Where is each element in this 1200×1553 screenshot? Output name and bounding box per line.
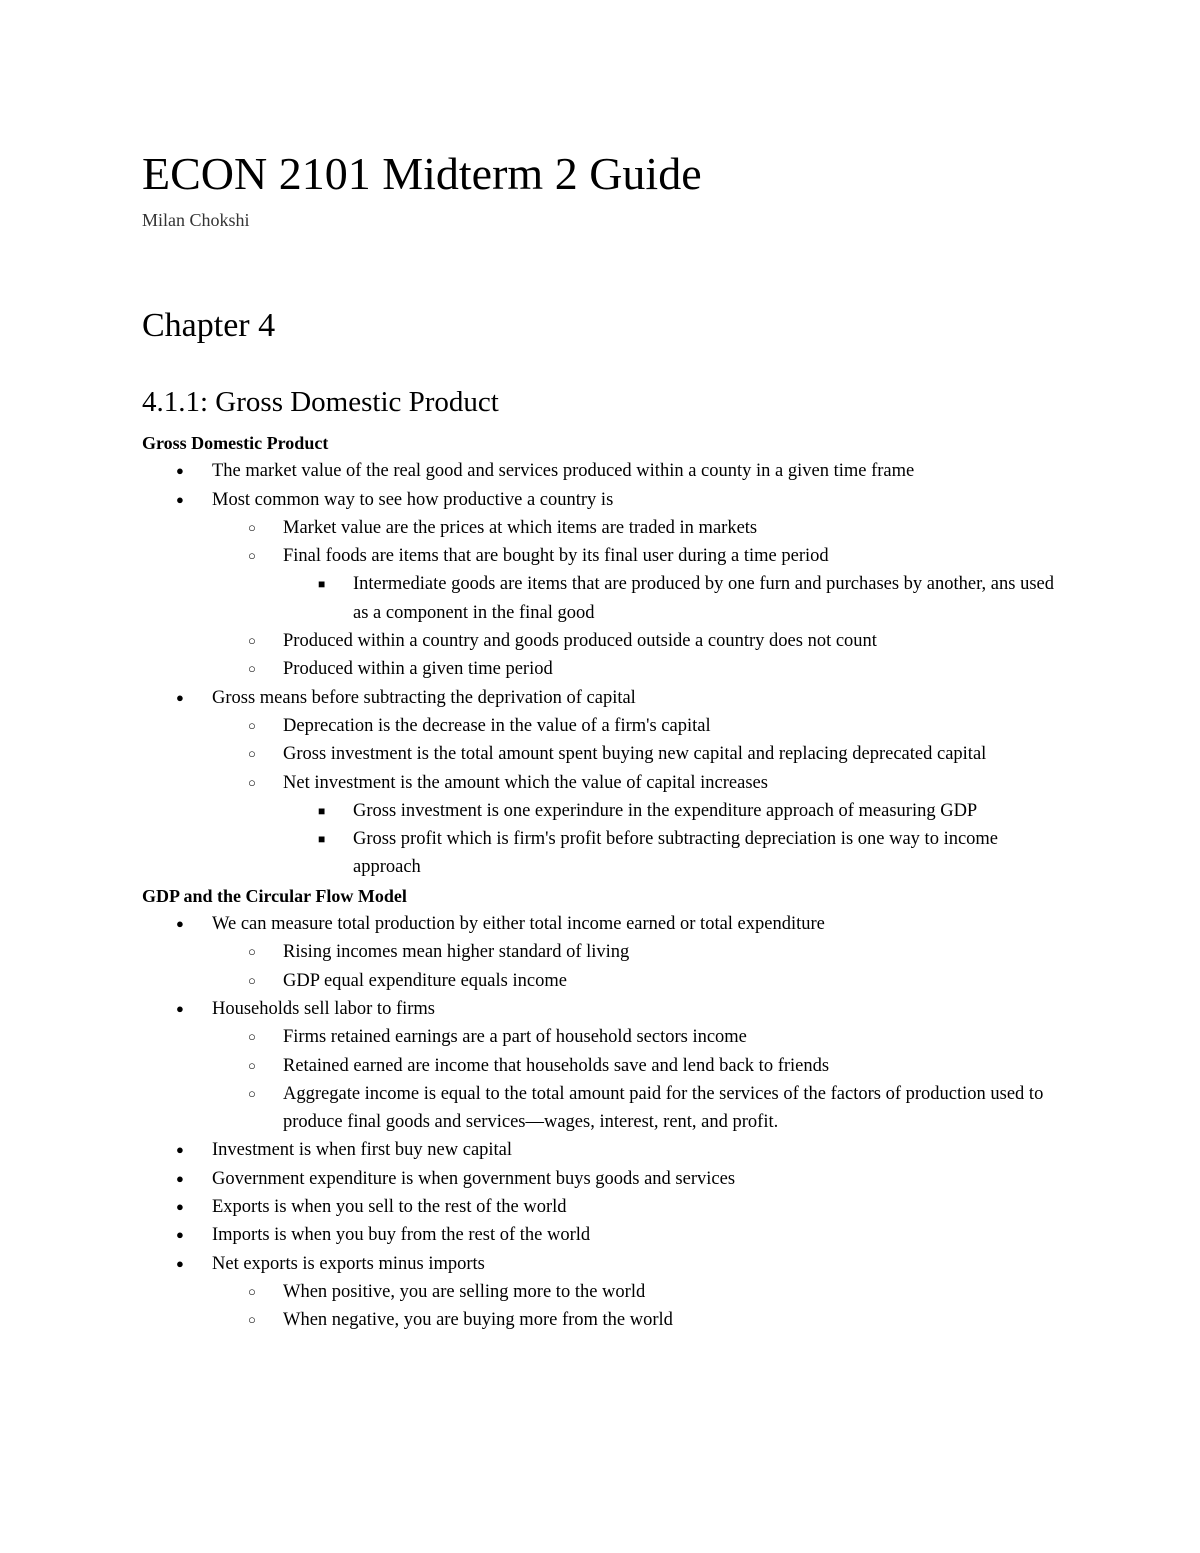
list-item [142,1052,1062,1080]
list-item-text: Gross investment is one experindure in the expenditure approach of measuring GDP [353,800,978,821]
list-item-text: The market value of the real good and services produced within a county in a given time frame [212,461,915,482]
list-item [142,1306,1062,1334]
filled-circle-bullet-icon: ● [176,1227,184,1243]
list-item-text: Retained earned are income that households save and lend back to friends [283,1055,830,1076]
list-item-text: Imports is when you buy from the rest of the world [212,1225,591,1246]
list-item-text: We can measure total production by either total income earned or total expenditure [212,914,825,935]
section-heading: 4.1.1: Gross Domestic Product [142,386,499,418]
hollow-circle-bullet-icon: ○ [248,972,256,988]
filled-circle-bullet-icon: ● [176,1199,184,1215]
list-item-text: GDP equal expenditure equals income [283,970,567,991]
list-item [142,684,1062,712]
filled-circle-bullet-icon: ● [176,1142,184,1158]
list-item [142,627,1062,655]
list-item-text: Gross profit which is firm's profit before subtracting depreciation is one way to income approach [353,829,999,878]
list-item [142,712,1062,740]
filled-circle-bullet-icon: ● [176,463,184,479]
filled-circle-bullet-icon: ● [176,491,184,507]
bullet-list [142,910,1062,1334]
list-item-text: Government expenditure is when government buys goods and services [212,1168,736,1189]
list-item [142,910,1062,938]
list-item [142,797,1062,825]
list-item-text: Final foods are items that are bought by its final user during a time period [283,546,829,567]
list-item [142,967,1062,995]
list-item [142,769,1062,797]
list-item [142,457,1062,485]
hollow-circle-bullet-icon: ○ [248,717,256,733]
list-item-text: Exports is when you sell to the rest of the world [212,1197,567,1218]
hollow-circle-bullet-icon: ○ [248,548,256,564]
document-body [142,429,1062,1335]
hollow-circle-bullet-icon: ○ [248,1057,256,1073]
bullet-list [142,457,1062,881]
list-item [142,825,1062,882]
list-item [142,740,1062,768]
list-item [142,1136,1062,1164]
list-item-text: When positive, you are selling more to the world [283,1281,646,1302]
list-item [142,995,1062,1023]
list-item-text: Net exports is exports minus imports [212,1253,485,1274]
list-item [142,570,1062,627]
hollow-circle-bullet-icon: ○ [248,746,256,762]
list-item [142,1193,1062,1221]
filled-circle-bullet-icon: ● [176,689,184,705]
hollow-circle-bullet-icon: ○ [248,1312,256,1328]
list-item-text: Gross investment is the total amount spent buying new capital and replacing deprecated capital [283,744,987,765]
list-item-text: Most common way to see how productive a country is [212,489,614,510]
list-item-text: Intermediate goods are items that are produced by one furn and purchases by another, ans used as a component in the final good [353,574,1054,623]
hollow-circle-bullet-icon: ○ [248,1283,256,1299]
subheading: Gross Domestic Product [142,433,329,453]
hollow-circle-bullet-icon: ○ [248,1085,256,1101]
list-item-text: Gross means before subtracting the deprivation of capital [212,687,636,708]
document-author: Milan Chokshi [142,210,250,230]
filled-circle-bullet-icon: ● [176,1000,184,1016]
list-item-text: Produced within a given time period [283,659,553,680]
list-item [142,1278,1062,1306]
list-item [142,1250,1062,1278]
list-item-text: Households sell labor to firms [212,998,436,1019]
hollow-circle-bullet-icon: ○ [248,661,256,677]
list-item [142,1221,1062,1249]
list-item [142,1080,1062,1137]
list-item [142,938,1062,966]
list-item [142,542,1062,570]
subheading: GDP and the Circular Flow Model [142,885,407,906]
hollow-circle-bullet-icon: ○ [248,519,256,535]
list-item [142,1165,1062,1193]
list-item [142,514,1062,542]
filled-circle-bullet-icon: ● [176,1255,184,1271]
list-item-text: When negative, you are buying more from the world [283,1310,673,1331]
hollow-circle-bullet-icon: ○ [248,1029,256,1045]
list-item [142,486,1062,514]
document-title: ECON 2101 Midterm 2 Guide [142,148,702,199]
list-item-text: Rising incomes mean higher standard of living [283,942,630,963]
list-item-text: Deprecation is the decrease in the value of a firm's capital [283,715,711,736]
filled-circle-bullet-icon: ● [176,916,184,932]
chapter-heading: Chapter 4 [142,307,276,344]
filled-circle-bullet-icon: ● [176,1170,184,1186]
hollow-circle-bullet-icon: ○ [248,633,256,649]
list-item [142,655,1062,683]
list-item-text: Firms retained earnings are a part of household sectors income [283,1027,747,1048]
filled-square-bullet-icon: ■ [318,832,326,847]
list-item [142,1023,1062,1051]
filled-square-bullet-icon: ■ [318,577,326,592]
hollow-circle-bullet-icon: ○ [248,774,256,790]
list-item-text: Aggregate income is equal to the total amount paid for the services of the factors of production used to produce final goods and services—wages, interest, rent, and profit. [283,1083,1044,1133]
list-item-text: Investment is when first buy new capital [212,1140,513,1161]
list-item-text: Net investment is the amount which the value of capital increases [283,772,768,793]
list-item-text: Produced within a country and goods produced outside a country does not count [283,631,877,652]
filled-square-bullet-icon: ■ [318,803,326,818]
list-item-text: Market value are the prices at which items are traded in markets [283,517,758,538]
hollow-circle-bullet-icon: ○ [248,944,256,960]
